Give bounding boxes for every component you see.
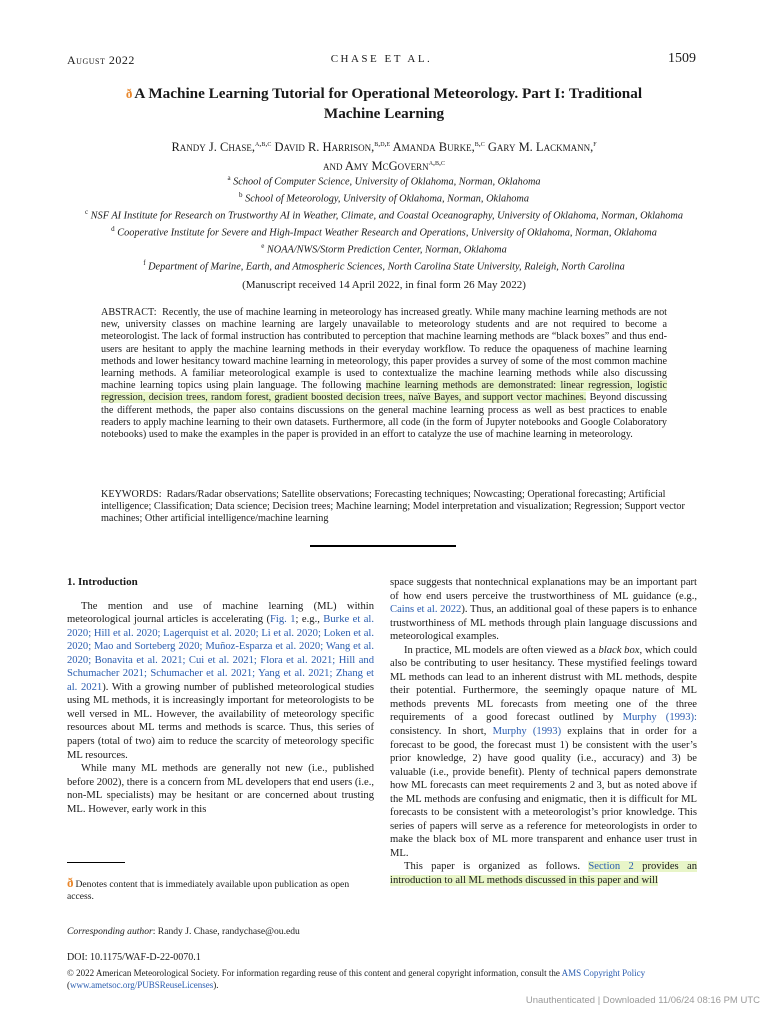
citation-link[interactable]: Murphy (1993): [492, 726, 562, 738]
section-heading: 1. Introduction: [67, 576, 138, 588]
author: Gary M. Lackmann,: [487, 140, 594, 155]
right-column: [390, 576, 697, 888]
download-watermark: Unauthenticated | Downloaded 11/06/24 08:16 PM UTC: [525, 995, 760, 1006]
footnote-rule: [67, 862, 125, 863]
running-head: [67, 53, 696, 69]
paragraph: In practice, ML models are often viewed as a black box, which could also be contributing to user hesitancy. These mystified feelings toward ML methods can lead to an inherent distrust with ML methods, despite their potential. Furthermore, the seemingly opaque nature of ML methods prevents ML forecasts from meeting one of the three requirements of a good forecast outlined by Murphy (1993): consistency. In short, Murphy (1993) explains that in order for a forecast to be good, the forecast must 1) be consistent with the user’s prior knowledge, 2) have good quality (i.e., accuracy) and 3) be valuable (i.e., provide benefit). Plenty of technical papers demonstrate how ML forecasts can meet requirements 2 and 3, but as noted above if the ML methods are confusing and enigmatic, then it is difficult for ML forecasts to be consistent with a meteorologist’s prior knowledge. This series of papers will serve as a reference for meteorologists in order to make the black box of ML more transparent and enhance user trust in ML.: [390, 644, 697, 859]
issue-date: August 2022: [67, 53, 135, 67]
doi: DOI: 10.1175/WAF-D-22-0070.1: [67, 952, 201, 963]
figure-link[interactable]: Fig. 1: [270, 614, 296, 626]
author: Randy J. Chase,: [171, 140, 255, 155]
article-title: [100, 84, 668, 124]
citation-links[interactable]: Burke et al. 2020; Hill et al. 2020; Lagerquist et al. 2020; Li et al. 2020; Loken et al. 2020; Mao and Sorteberg 2020; Muñoz-Esparza et al. 2020; Wang et al. 2020; Bonavita et al. 2021; Cui et al. 2021; Flora et al. 2021; Hill and Schumacher 2021; Schumacher et al. 2021; Yang et al. 2021; Zhang et al. 2021: [67, 614, 374, 693]
open-access-footnote: ð Denotes content that is immediately available upon publication as open access.: [67, 875, 350, 902]
paragraph: space suggests that nontechnical explanations may be an important part of how end users perceive the trustworthiness of ML guidance (e.g., Cains et al. 2022). Thus, an additional goal of these papers is to enhance trustworthiness of ML methods through plain language discussions and meteorological examples.: [390, 577, 698, 643]
affiliation: $^e$ NOAA/NWS/Storm Prediction Center, Norman, Oklahoma: [261, 242, 507, 256]
citation-link[interactable]: Cains et al. 2022: [390, 604, 462, 616]
copyright-notice: © 2022 American Meteorological Society. For information regarding reuse of this content and general copyright information, consult the AMS Copyright Policy (www.ametsoc.org/PUBSReuseLicenses).: [67, 968, 646, 990]
left-column: [67, 576, 374, 816]
section-divider: [310, 545, 456, 547]
abstract-highlight: machine learning methods are demonstrated: linear regression, logistic regression, decision trees, random forest, gradient boosted decision trees, naïve Bayes, and support vector machines.: [101, 380, 667, 404]
keywords-label: KEYWORDS:: [101, 489, 162, 500]
page-number: 1509: [668, 51, 696, 66]
open-access-icon: ð: [67, 875, 74, 890]
open-access-icon: ð: [125, 86, 133, 101]
affiliation: $^c$ NSF AI Institute for Research on Trustworthy AI in Weather, Climate, and Coastal Oceanography, University of Oklahoma, Norman, Oklahoma: [84, 208, 683, 222]
author: and Amy McGovern: [322, 159, 429, 174]
section-link[interactable]: Section 2: [588, 861, 634, 873]
paragraph: While many ML methods are generally not new (i.e., published before 2002), there is a concern from ML developers that end users (i.e., non-ML specialists) may be hesitant or are concerned about trusting ML. However, early work in this: [67, 763, 374, 815]
affiliation: $^d$ Cooperative Institute for Severe and High-Impact Weather Research and Operations, University of Oklahoma, Norman, Oklahoma: [111, 225, 657, 239]
text-highlight: provides an introduction to all ML methods discussed in this paper and will: [390, 861, 697, 887]
author-list: Randy J. Chase,$^{a,b,c}$ David R. Harrison,$^{b,d,e}$ Amanda Burke,$^{b,c}$ Gary M. Lackmann,$^f$ and Amy McGovern$^{a,b,c}$: [171, 139, 597, 174]
affiliation: $^b$ School of Meteorology, University of Oklahoma, Norman, Oklahoma: [239, 191, 529, 205]
corresponding-author: Corresponding author: Randy J. Chase, randychase@ou.edu: [67, 926, 300, 937]
paragraph: The mention and use of machine learning (ML) within meteorological journal articles is accelerating (Fig. 1; e.g., Burke et al. 2020; Hill et al. 2020; Lagerquist et al. 2020; Li et al. 2020; Loken et al. 2020; Mao and Sorteberg 2020; Muñoz-Esparza et al. 2020; Wang et al. 2020; Bonavita et al. 2021; Cui et al. 2021; Flora et al. 2021; Hill and Schumacher 2021; Schumacher et al. 2021; Yang et al. 2021; Zhang et al. 2021). With a growing number of published meteorological studies using ML methods, it is increasingly important for meteorologists to be well versed in ML. However, the availability of meteorology specific resources about ML terms and methods is scarce. Thus, this series of papers (total of two) aim to reduce the scarcity of meteorology specific ML resources.: [67, 600, 374, 761]
affiliations: [80, 172, 688, 274]
author: Amanda Burke,: [392, 140, 475, 155]
citation-link[interactable]: Murphy (1993):: [622, 712, 697, 724]
keywords: KEYWORDS: Radars/Radar observations; Satellite observations; Forecasting techniques; Nowcasting; Operational forecasting; Artificial intelligence; Classification; Data science; Decision trees; Machine learning; Model interpretation and visualization; Regression; Support vector machines; Other artificial intelligence/machine learning: [101, 489, 685, 525]
copyright-policy-link[interactable]: AMS Copyright Policy: [561, 968, 646, 978]
author: David R. Harrison,: [274, 140, 375, 155]
running-authors: CHASE ET AL.: [330, 53, 433, 65]
affiliation: $^f$ Department of Marine, Earth, and Atmospheric Sciences, North Carolina State University, Raleigh, North Carolina: [143, 259, 625, 273]
manuscript-dates: (Manuscript received 14 April 2022, in final form 26 May 2022): [242, 279, 526, 291]
abstract-label: ABSTRACT:: [101, 307, 157, 318]
title-text: A Machine Learning Tutorial for Operational Meteorology. Part I: Traditional Machine Learning: [134, 85, 643, 122]
affiliation: $^a$ School of Computer Science, University of Oklahoma, Norman, Oklahoma: [227, 174, 541, 188]
reuse-licenses-link[interactable]: www.ametsoc.org/PUBSReuseLicenses: [70, 979, 214, 990]
abstract: ABSTRACT: Recently, the use of machine learning in meteorology has increased greatly. While many machine learning methods are not new, university classes on machine learning are largely unavailable to meteorology students and are not required to become a meteorologist. The lack of formal instruction has contributed to perception that machine learning methods are “black boxes” and thus end-users are hesitant to apply the machine learning methods in their everyday workflow. To reduce the opaqueness of machine learning methods and lower hesitancy toward machine learning in meteorology, this paper provides a survey of some of the most common machine learning methods. A familiar meteorological example is used to contextualize the machine learning methods while also discussing machine learning topics using plain language. The following machine learning methods are demonstrated: linear regression, logistic regression, decision trees, random forest, gradient boosted decision trees, naïve Bayes, and support vector machines. Beyond discussing the different methods, the paper also contains discussions on the general machine learning process as well as best practices to enable readers to apply machine learning to their own datasets. Furthermore, all code (in the form of Jupyter notebooks and Google Colaboratory notebooks) used to make the examples in the paper is provided in an effort to catalyze the use of machine learning in meteorology.: [101, 307, 668, 441]
paragraph: This paper is organized as follows. Section 2 provides an introduction to all ML methods discussed in this paper and will: [390, 861, 697, 887]
